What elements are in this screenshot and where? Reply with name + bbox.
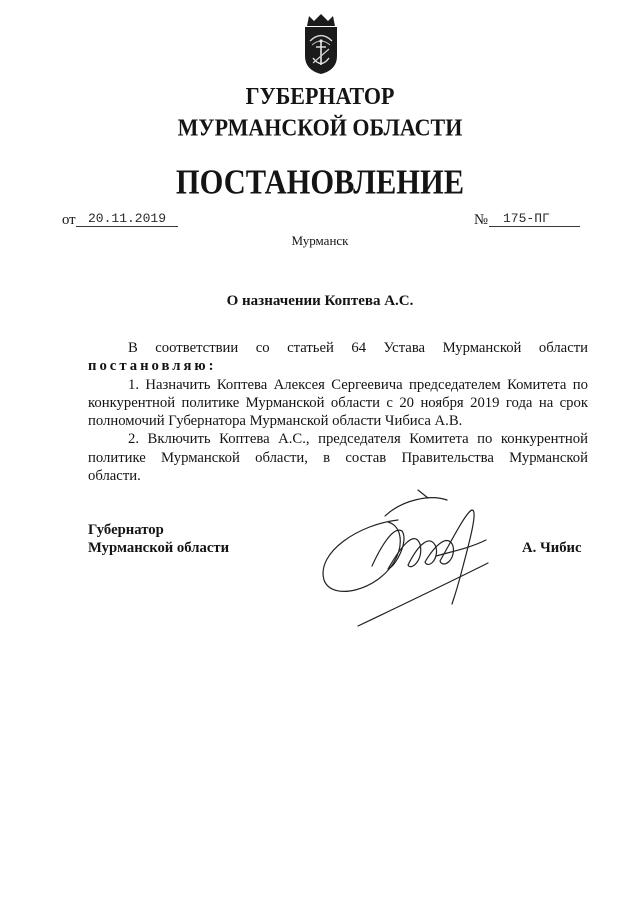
- item-2-line-1: 2. Включить Коптева А.С., председателя Комитета по конкурентной: [128, 431, 588, 448]
- coat-of-arms-icon: [296, 12, 346, 76]
- signatory-position-line-2: Мурманской области: [88, 540, 230, 556]
- decree-body: [88, 339, 588, 485]
- document-title: О назначении Коптева А.С.: [226, 293, 414, 309]
- authority-line-1: ГУБЕРНАТОР: [245, 81, 395, 110]
- place-of-issue: Мурманск: [291, 233, 349, 248]
- document-type: ПОСТАНОВЛЕНИЕ: [175, 162, 465, 202]
- preamble-line: В соответствии со статьей 64 Устава Мурманской области: [128, 340, 588, 356]
- item-2-line-3: области.: [88, 468, 141, 485]
- item-2-line-2: политике Мурманской области, в состав Правительства Мурманской: [88, 449, 588, 466]
- authority-heading: [0, 81, 640, 144]
- signatory-position: [88, 521, 229, 557]
- document-date: 20.11.2019: [76, 211, 178, 227]
- signatory-position-line-1: Губернатор: [88, 522, 164, 538]
- item-1-line-2: конкурентной политике Мурманской области с 20 ноября 2019 года на срок: [88, 394, 588, 411]
- item-1-line-3: полномочий Губернатора Мурманской области Чибиса А.В.: [88, 413, 463, 430]
- authority-line-2: МУРМАНСКОЙ ОБЛАСТИ: [177, 113, 463, 142]
- resolve-word: постановляю:: [88, 358, 217, 375]
- document-number: 175-ПГ: [489, 211, 580, 227]
- number-prefix: №: [474, 212, 489, 228]
- handwritten-signature-icon: [300, 480, 500, 640]
- signer-name: А. Чибис: [522, 540, 582, 556]
- date-prefix: от: [62, 212, 76, 228]
- item-1-line-1: 1. Назначить Коптева Алексея Сергеевича председателем Комитета по: [128, 376, 588, 393]
